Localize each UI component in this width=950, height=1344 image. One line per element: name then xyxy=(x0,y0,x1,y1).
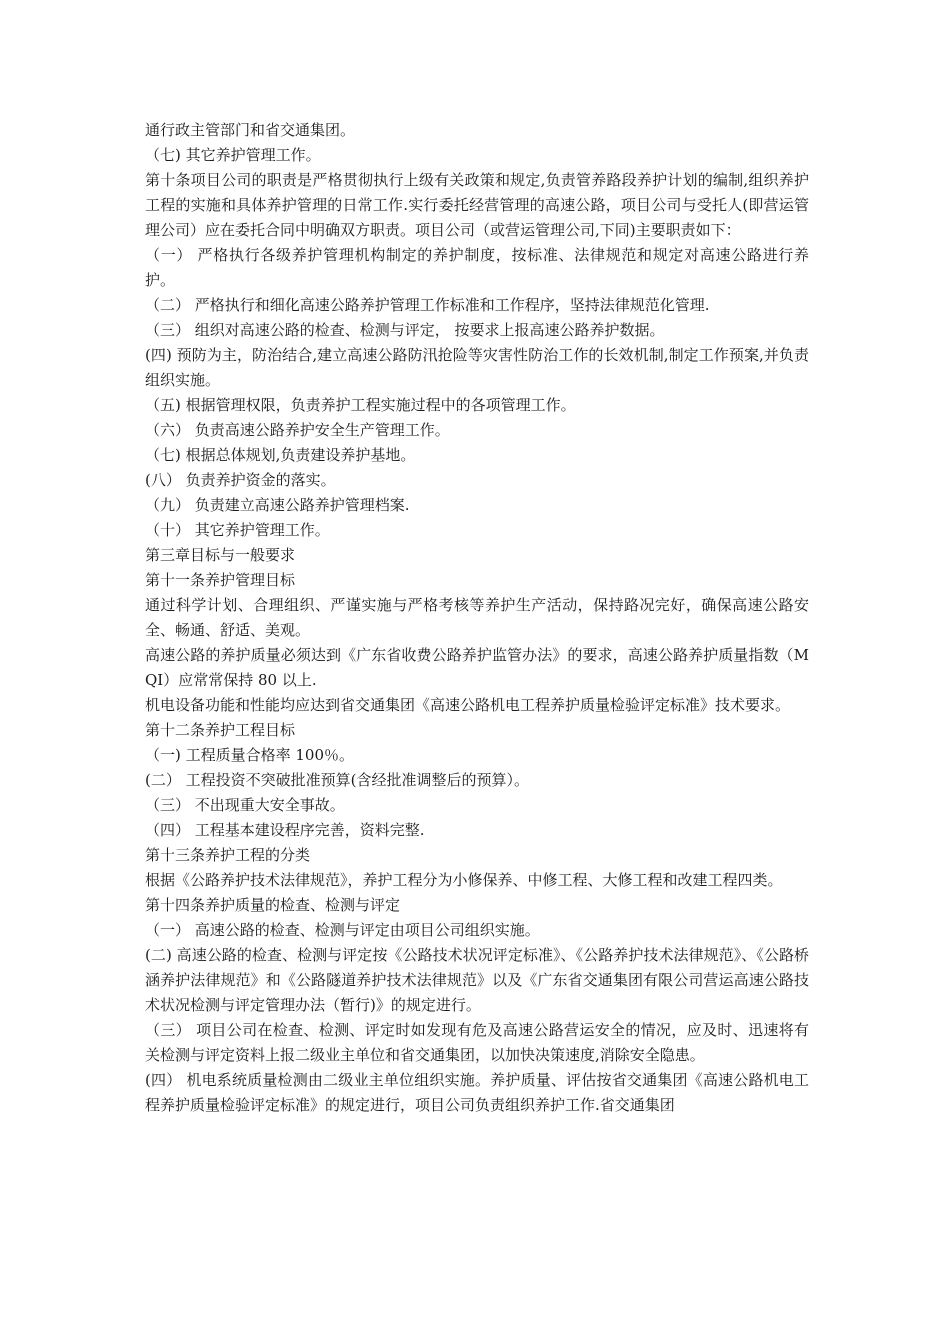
paragraph: 通过科学计划、合理组织、严谨实施与严格考核等养护生产活动，保持路况完好，确保高速公路安全、畅通、舒适、美观。 xyxy=(145,596,809,639)
document-page xyxy=(145,118,809,1118)
article-heading: 第十一条养护管理目标 xyxy=(145,571,296,589)
list-item: （三） 项目公司在检查、检测、评定时如发现有危及高速公路营运安全的情况，应及时、迅速将有关检测与评定资料上报二级业主单位和省交通集团，以加快决策速度,消除安全隐患。 xyxy=(145,1021,809,1064)
list-item: (二) 高速公路的检查、检测与评定按《公路技术状况评定标准》、《公路养护技术法律规范》、《公路桥涵养护法律规范》和《公路隧道养护技术法律规范》以及《广东省交通集团有限公司营运高速公路技术状况检测与评定管理办法（暂行)》的规定进行。 xyxy=(145,946,809,1014)
article-heading: 第十二条养护工程目标 xyxy=(145,721,296,739)
chapter-heading: 第三章目标与一般要求 xyxy=(145,546,296,564)
list-item: (八） 负责养护资金的落实。 xyxy=(145,471,336,489)
list-item: （一） 严格执行各级养护管理机构制定的养护制度，按标准、法律规范和规定对高速公路进行养护。 xyxy=(145,246,809,289)
list-item: (四) 预防为主，防治结合,建立高速公路防汛抢险等灾害性防治工作的长效机制,制定工作预案,并负责组织实施。 xyxy=(145,346,809,389)
paragraph: （七) 其它养护管理工作。 xyxy=(145,146,321,164)
article-heading: 第十四条养护质量的检查、检测与评定 xyxy=(145,896,401,914)
list-item: （七) 根据总体规划,负责建设养护基地。 xyxy=(145,446,416,464)
list-item: (二） 工程投资不突破批准预算(含经批准调整后的预算）。 xyxy=(145,771,529,789)
list-item: （三） 不出现重大安全事故。 xyxy=(145,796,345,814)
paragraph: 通行政主管部门和省交通集团。 xyxy=(145,121,356,139)
article-heading: 第十三条养护工程的分类 xyxy=(145,846,311,864)
list-item: （一) 工程质量合格率 100％。 xyxy=(145,746,355,764)
paragraph: 机电设备功能和性能均应达到省交通集团《高速公路机电工程养护质量检验评定标准》技术要求。 xyxy=(145,696,791,714)
list-item: （九） 负责建立高速公路养护管理档案. xyxy=(145,496,410,514)
list-item: （六） 负责高速公路养护安全生产管理工作。 xyxy=(145,421,450,439)
list-item: （一） 高速公路的检查、检测与评定由项目公司组织实施。 xyxy=(145,921,540,939)
paragraph: 第十条项目公司的职责是严格贯彻执行上级有关政策和规定,负责管养路段养护计划的编制,组织养护工程的实施和具体养护管理的日常工作.实行委托经营管理的高速公路，项目公司与受托人(即营运管理公司）应在委托合同中明确双方职责。项目公司（或营运管理公司,下同)主要职责如下： xyxy=(145,171,809,239)
paragraph: 高速公路的养护质量必须达到《广东省收费公路养护监管办法》的要求，高速公路养护质量指数（MQI）应常常保持 80 以上. xyxy=(145,646,809,689)
list-item: （五) 根据管理权限，负责养护工程实施过程中的各项管理工作。 xyxy=(145,396,576,414)
list-item: （二） 严格执行和细化高速公路养护管理工作标准和工作程序，坚持法律规范化管理. xyxy=(145,296,710,314)
list-item: （十） 其它养护管理工作。 xyxy=(145,521,330,539)
list-item: （四） 工程基本建设程序完善，资料完整. xyxy=(145,821,425,839)
paragraph: 根据《公路养护技术法律规范》，养护工程分为小修保养、中修工程、大修工程和改建工程四类。 xyxy=(145,871,783,889)
list-item: (四） 机电系统质量检测由二级业主单位组织实施。养护质量、评估按省交通集团《高速公路机电工程养护质量检验评定标准》的规定进行，项目公司负责组织养护工作.省交通集团 xyxy=(145,1071,809,1114)
list-item: （三） 组织对高速公路的检查、检测与评定， 按要求上报高速公路养护数据。 xyxy=(145,321,665,339)
